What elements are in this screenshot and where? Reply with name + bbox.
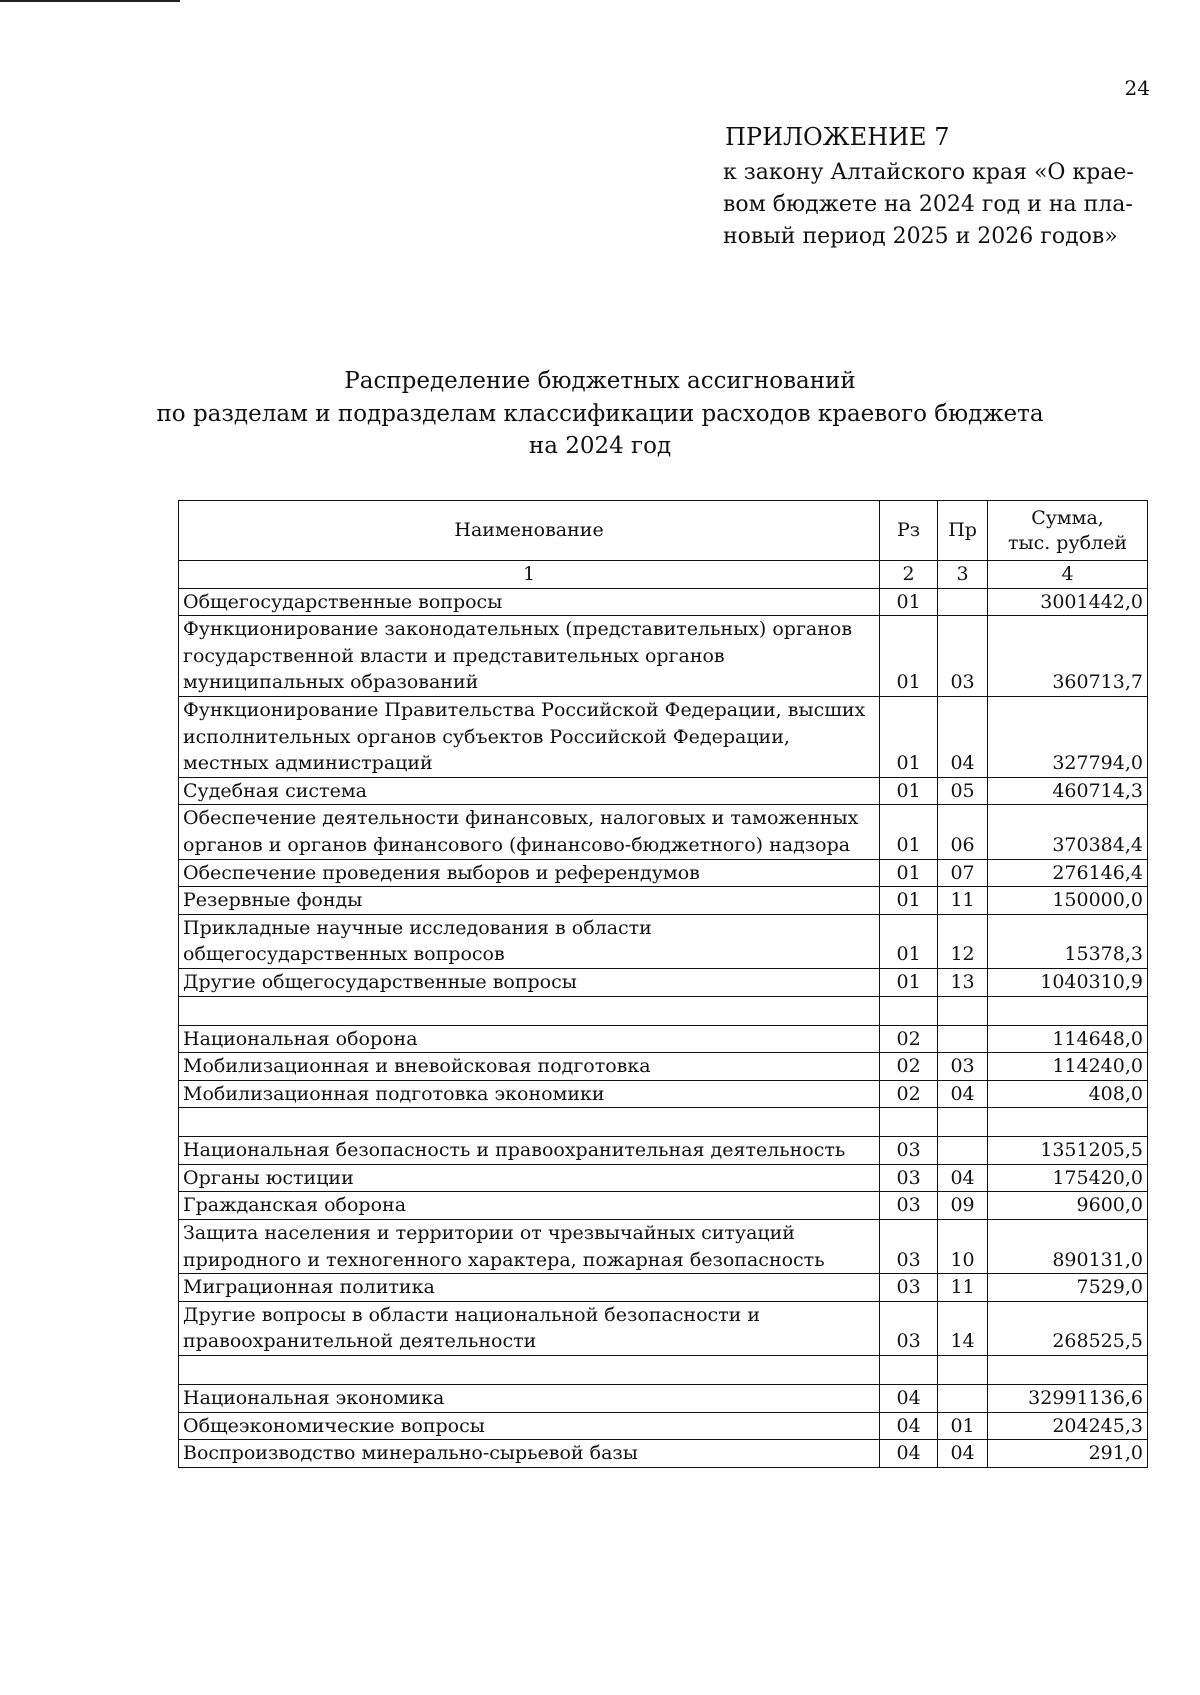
table-row: [179, 1025, 1148, 1053]
row-rz-cell: 01: [880, 805, 938, 859]
row-name-cell: Воспроизводство минерально-сырьевой базы: [179, 1440, 880, 1468]
row-name-cell: Миграционная политика: [179, 1274, 880, 1302]
row-name-cell: Гражданская оборона: [179, 1192, 880, 1220]
row-rz-cell: 03: [880, 1192, 938, 1220]
row-rz-cell: 01: [880, 859, 938, 887]
table-row: [179, 1080, 1148, 1108]
document-title-line: Распределение бюджетных ассигнований: [344, 368, 856, 394]
table-row: [179, 696, 1148, 777]
row-sum-cell: 890131,0: [988, 1220, 1148, 1274]
appendix-subtitle: [723, 157, 1163, 253]
header-pr: Пр: [938, 501, 988, 561]
row-name-cell: Функционирование законодательных (представительных) органов государственной власти и представительных органов муниципальных образований: [179, 616, 880, 697]
row-name-cell: Общегосударственные вопросы: [179, 588, 880, 616]
row-pr-cell: 04: [938, 1440, 988, 1468]
row-rz-cell: 02: [880, 1053, 938, 1081]
table-row: [179, 1412, 1148, 1440]
row-name-cell: Мобилизационная подготовка экономики: [179, 1080, 880, 1108]
table-row: [179, 968, 1148, 996]
column-index: 4: [988, 561, 1148, 589]
table-row: [179, 616, 1148, 697]
row-sum-cell: 175420,0: [988, 1164, 1148, 1192]
empty-cell: [179, 1356, 880, 1385]
row-sum-cell: 204245,3: [988, 1412, 1148, 1440]
empty-cell: [938, 996, 988, 1025]
table-row: [179, 1440, 1148, 1468]
empty-cell: [938, 1108, 988, 1137]
row-rz-cell: 01: [880, 696, 938, 777]
row-pr-cell: 11: [938, 1274, 988, 1302]
empty-cell: [880, 1108, 938, 1137]
table-row: [179, 1301, 1148, 1355]
row-pr-cell: 03: [938, 1053, 988, 1081]
table-spacer-row: [179, 1356, 1148, 1385]
row-rz-cell: 01: [880, 887, 938, 915]
row-rz-cell: 04: [880, 1385, 938, 1413]
row-pr-cell: [938, 1137, 988, 1165]
table-row: [179, 859, 1148, 887]
row-rz-cell: 01: [880, 588, 938, 616]
row-pr-cell: 12: [938, 914, 988, 968]
row-sum-cell: 3001442,0: [988, 588, 1148, 616]
empty-cell: [938, 1356, 988, 1385]
row-pr-cell: 01: [938, 1412, 988, 1440]
row-pr-cell: [938, 1385, 988, 1413]
appendix-line: вом бюджете на 2024 год и на пла-: [723, 191, 1133, 217]
table-row: [179, 1053, 1148, 1081]
row-name-cell: Функционирование Правительства Российской Федерации, высших исполнительных органов субъектов Российской Федерации, местных администраций: [179, 696, 880, 777]
empty-cell: [179, 996, 880, 1025]
row-sum-cell: 360713,7: [988, 616, 1148, 697]
table-body: [179, 588, 1148, 1467]
table-row: [179, 1137, 1148, 1165]
column-index-row: [179, 561, 1148, 589]
row-rz-cell: 02: [880, 1080, 938, 1108]
table-row: [179, 1385, 1148, 1413]
row-pr-cell: 07: [938, 859, 988, 887]
row-pr-cell: 11: [938, 887, 988, 915]
empty-cell: [179, 1108, 880, 1137]
row-sum-cell: 114240,0: [988, 1053, 1148, 1081]
row-name-cell: Другие общегосударственные вопросы: [179, 968, 880, 996]
header-sum-line: тыс. рублей: [1007, 531, 1128, 554]
row-pr-cell: [938, 588, 988, 616]
row-pr-cell: 14: [938, 1301, 988, 1355]
table-spacer-row: [179, 1108, 1148, 1137]
row-name-cell: Мобилизационная и вневойсковая подготовка: [179, 1053, 880, 1081]
row-pr-cell: 03: [938, 616, 988, 697]
page-number: 24: [1124, 76, 1150, 100]
row-pr-cell: 09: [938, 1192, 988, 1220]
row-rz-cell: 01: [880, 968, 938, 996]
row-name-cell: Органы юстиции: [179, 1164, 880, 1192]
scan-edge-line: [0, 0, 180, 2]
row-name-cell: Судебная система: [179, 777, 880, 805]
row-rz-cell: 03: [880, 1220, 938, 1274]
row-sum-cell: 460714,3: [988, 777, 1148, 805]
table-row: [179, 1274, 1148, 1302]
row-sum-cell: 7529,0: [988, 1274, 1148, 1302]
empty-cell: [988, 1356, 1148, 1385]
row-rz-cell: 03: [880, 1137, 938, 1165]
table-row: [179, 914, 1148, 968]
budget-table: [178, 500, 1148, 1468]
row-rz-cell: 04: [880, 1440, 938, 1468]
table-header-row: [179, 501, 1148, 561]
row-sum-cell: 370384,4: [988, 805, 1148, 859]
header-sum: [988, 501, 1148, 561]
document-title: [0, 365, 1200, 463]
empty-cell: [880, 1356, 938, 1385]
row-rz-cell: 01: [880, 777, 938, 805]
appendix-line: к закону Алтайского края «О крае-: [723, 159, 1134, 185]
row-name-cell: Общеэкономические вопросы: [179, 1412, 880, 1440]
row-name-cell: Обеспечение деятельности финансовых, налоговых и таможенных органов и органов финансового (финансово-бюджетного) надзора: [179, 805, 880, 859]
row-sum-cell: 1040310,9: [988, 968, 1148, 996]
row-rz-cell: 01: [880, 616, 938, 697]
row-pr-cell: 10: [938, 1220, 988, 1274]
row-name-cell: Другие вопросы в области национальной безопасности и правоохранительной деятельности: [179, 1301, 880, 1355]
table-row: [179, 1220, 1148, 1274]
row-sum-cell: 32991136,6: [988, 1385, 1148, 1413]
column-index: 1: [179, 561, 880, 589]
header-rz: Рз: [880, 501, 938, 561]
row-sum-cell: 9600,0: [988, 1192, 1148, 1220]
row-pr-cell: 04: [938, 1080, 988, 1108]
appendix-title: ПРИЛОЖЕНИЕ 7: [725, 123, 950, 151]
empty-cell: [880, 996, 938, 1025]
row-pr-cell: 06: [938, 805, 988, 859]
row-sum-cell: 408,0: [988, 1080, 1148, 1108]
row-sum-cell: 268525,5: [988, 1301, 1148, 1355]
row-name-cell: Национальная безопасность и правоохранительная деятельность: [179, 1137, 880, 1165]
appendix-line: новый период 2025 и 2026 годов»: [723, 223, 1118, 249]
row-rz-cell: 04: [880, 1412, 938, 1440]
row-sum-cell: 150000,0: [988, 887, 1148, 915]
table-row: [179, 887, 1148, 915]
row-sum-cell: 327794,0: [988, 696, 1148, 777]
row-pr-cell: 13: [938, 968, 988, 996]
header-name: Наименование: [179, 501, 880, 561]
row-pr-cell: [938, 1025, 988, 1053]
header-sum-line: Сумма,: [1031, 506, 1104, 529]
empty-cell: [988, 996, 1148, 1025]
row-pr-cell: 05: [938, 777, 988, 805]
row-rz-cell: 03: [880, 1274, 938, 1302]
row-rz-cell: 03: [880, 1164, 938, 1192]
row-sum-cell: 15378,3: [988, 914, 1148, 968]
document-title-line: по разделам и подразделам классификации расходов краевого бюджета: [156, 400, 1044, 427]
column-index: 2: [880, 561, 938, 589]
row-rz-cell: 01: [880, 914, 938, 968]
document-title-line: на 2024 год: [528, 433, 672, 460]
table-row: [179, 588, 1148, 616]
row-rz-cell: 02: [880, 1025, 938, 1053]
row-name-cell: Обеспечение проведения выборов и референдумов: [179, 859, 880, 887]
table-row: [179, 805, 1148, 859]
table-row: [179, 1164, 1148, 1192]
empty-cell: [988, 1108, 1148, 1137]
row-sum-cell: 1351205,5: [988, 1137, 1148, 1165]
row-pr-cell: 04: [938, 1164, 988, 1192]
table-spacer-row: [179, 996, 1148, 1025]
row-name-cell: Резервные фонды: [179, 887, 880, 915]
table-row: [179, 1192, 1148, 1220]
row-name-cell: Защита населения и территории от чрезвычайных ситуаций природного и техногенного характера, пожарная безопасность: [179, 1220, 880, 1274]
row-sum-cell: 276146,4: [988, 859, 1148, 887]
row-sum-cell: 291,0: [988, 1440, 1148, 1468]
column-index: 3: [938, 561, 988, 589]
table-row: [179, 777, 1148, 805]
row-name-cell: Прикладные научные исследования в области общегосударственных вопросов: [179, 914, 880, 968]
appendix-header: [723, 120, 1163, 252]
row-pr-cell: 04: [938, 696, 988, 777]
row-name-cell: Национальная экономика: [179, 1385, 880, 1413]
row-name-cell: Национальная оборона: [179, 1025, 880, 1053]
row-rz-cell: 03: [880, 1301, 938, 1355]
row-sum-cell: 114648,0: [988, 1025, 1148, 1053]
